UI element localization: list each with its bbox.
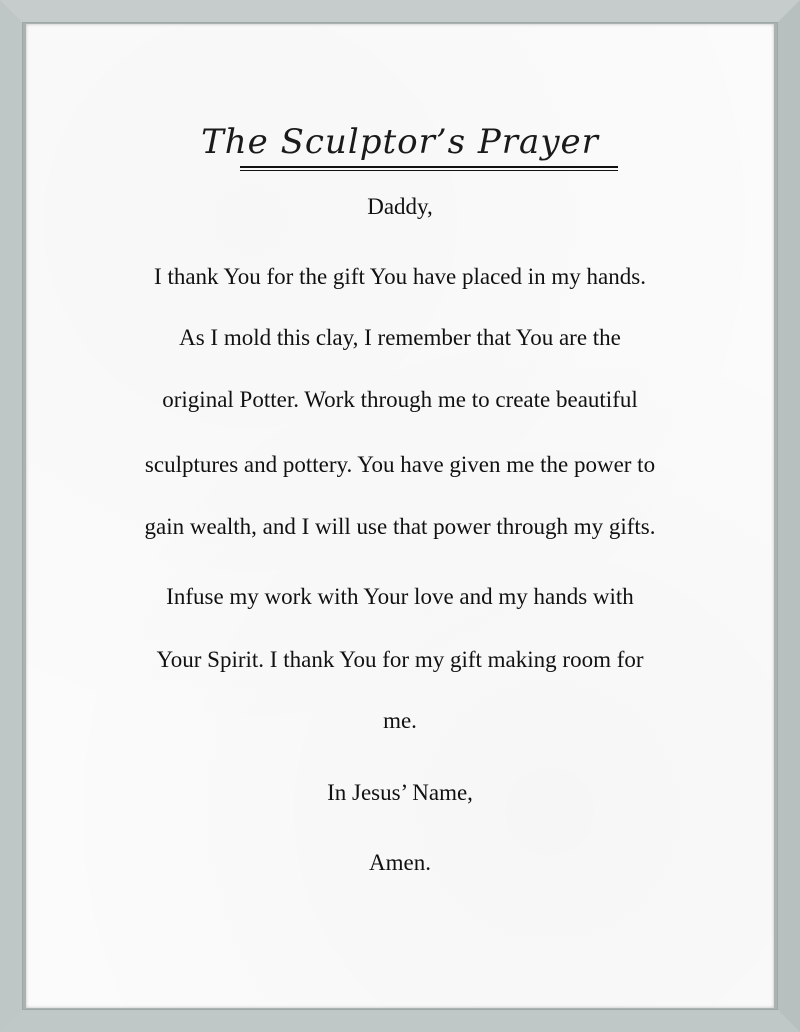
prayer-line-6: Infuse my work with Your love and my hands with <box>166 584 634 609</box>
prayer-line-8: me. <box>383 708 417 733</box>
prayer-line-7: Your Spirit. I thank You for my gift making room for <box>156 647 644 672</box>
sign-off: Amen. <box>369 850 431 875</box>
closing-line: In Jesus’ Name, <box>327 780 473 805</box>
prayer-line-2: As I mold this clay, I remember that You are the <box>179 325 621 350</box>
paper-page <box>26 24 774 1008</box>
prayer-line-3: original Potter. Work through me to create beautiful <box>162 387 638 412</box>
prayer-line-5: gain wealth, and I will use that power through my gifts. <box>144 514 656 539</box>
document-title: The Sculptor’s Prayer <box>201 122 599 162</box>
title-container <box>26 122 774 164</box>
salutation: Daddy, <box>367 194 433 219</box>
prayer-line-1: I thank You for the gift You have placed in my hands. <box>154 264 646 289</box>
prayer-line-4: sculptures and pottery. You have given me the power to <box>144 452 656 477</box>
title-underline <box>240 166 618 171</box>
